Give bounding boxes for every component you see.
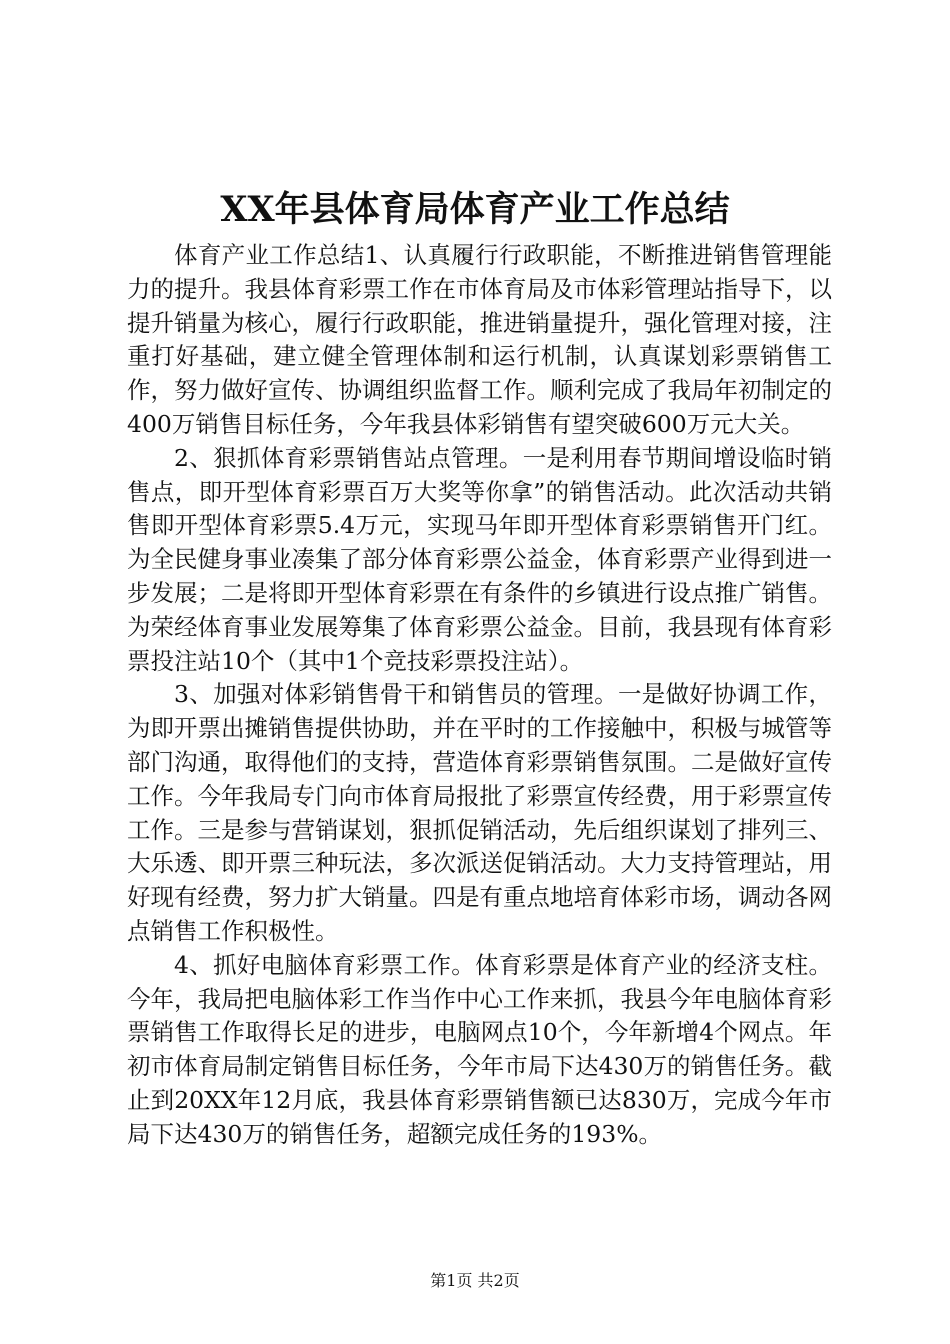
page-number-footer: 第1页 共2页: [430, 1271, 520, 1290]
paragraph-3: 3、加强对体彩销售骨干和销售员的管理。一是做好协调工作，为即开票出摊销售提供协助，并在平时的工作接触中，积极与城管等部门沟通，取得他们的支持，营造体育彩票销售氛围。二是做好宣传工作。今年我局专门向市体育局报批了彩票宣传经费，用于彩票宣传工作。三是参与营销谋划，狠抓促销活动，先后组织谋划了排列三、大乐透、即开票三种玩法，多次派送促销活动。大力支持管理站，用好现有经费，努力扩大销量。四是有重点地培育体彩市场，调动各网点销售工作积极性。: [127, 680, 832, 945]
paragraph-4: 4、抓好电脑体育彩票工作。体育彩票是体育产业的经济支柱。今年，我局把电脑体彩工作当作中心工作来抓，我县今年电脑体育彩票销售工作取得长足的进步，电脑网点10个，今年新增4个网点。年初市体育局制定销售目标任务，今年市局下达430万的销售任务。截止到20XX年12月底，我县体育彩票销售额已达830万，完成今年市局下达430万的销售任务，超额完成任务的193%。: [127, 950, 832, 1148]
document-title: XX年县体育局体育产业工作总结: [220, 189, 730, 230]
document-body: [127, 239, 832, 1152]
paragraph-1: 体育产业工作总结1、认真履行行政职能，不断推进销售管理能力的提升。我县体育彩票工作在市体育局及市体彩管理站指导下，以提升销量为核心，履行行政职能，推进销量提升，强化管理对接，注重打好基础，建立健全管理体制和运行机制，认真谋划彩票销售工作，努力做好宣传、协调组织监督工作。顺利完成了我局年初制定的400万销售目标任务，今年我县体彩销售有望突破600万元大关。: [127, 241, 832, 438]
paragraph-2: 2、狠抓体育彩票销售站点管理。一是利用春节期间增设临时销售点，即开型体育彩票百万大奖等你拿”的销售活动。此次活动共销售即开型体育彩票5.4万元，实现马年即开型体育彩票销售开门红。为全民健身事业凑集了部分体育彩票公益金，体育彩票产业得到进一步发展；二是将即开型体育彩票在有条件的乡镇进行设点推广销售。为荣经体育事业发展筹集了体育彩票公益金。目前，我县现有体育彩票投注站10个（其中1个竞技彩票投注站）。: [127, 443, 832, 675]
